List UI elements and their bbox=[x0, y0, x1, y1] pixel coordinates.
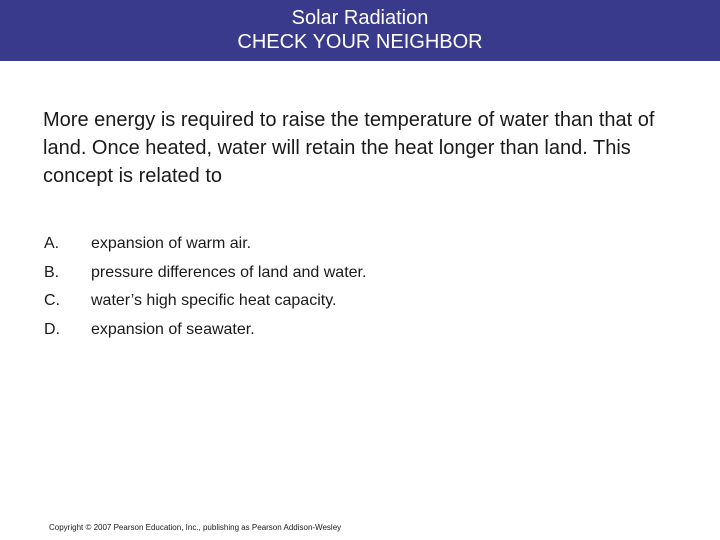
option-letter: A. bbox=[44, 235, 60, 252]
option-d bbox=[44, 316, 366, 345]
option-text: expansion of seawater. bbox=[91, 320, 255, 338]
option-a bbox=[44, 230, 366, 259]
option-text: pressure differences of land and water. bbox=[91, 263, 367, 281]
option-c bbox=[44, 287, 366, 316]
answer-options bbox=[44, 230, 366, 344]
option-text: water’s high specific heat capacity. bbox=[91, 292, 337, 310]
question-text: More energy is required to raise the temperature of water than that of land. Once heated, water will retain the heat longer than land. This concept is related to bbox=[43, 109, 655, 187]
slide-subtitle: CHECK YOUR NEIGHBOR bbox=[237, 31, 483, 53]
option-letter: B. bbox=[44, 263, 60, 281]
title-bar bbox=[0, 0, 720, 61]
slide-title: Solar Radiation bbox=[291, 7, 429, 29]
option-b bbox=[44, 259, 366, 288]
option-letter: D. bbox=[44, 320, 60, 338]
option-letter: C. bbox=[44, 292, 60, 310]
option-text: expansion of warm air. bbox=[91, 235, 252, 252]
copyright-footer: Copyright © 2007 Pearson Education, Inc., publishing as Pearson Addison-Wesley bbox=[49, 523, 342, 532]
